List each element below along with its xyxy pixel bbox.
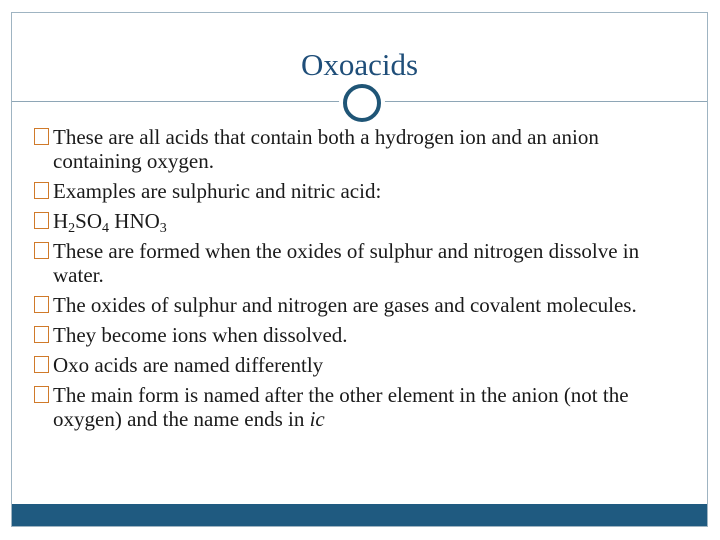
slide-title: Oxoacids	[300, 47, 419, 82]
formula-subscript: 3	[159, 221, 167, 236]
formula-part: H	[53, 209, 69, 233]
bullet-list	[34, 125, 684, 437]
square-bullet-icon	[34, 242, 49, 259]
bullet-item-formulas	[34, 209, 684, 236]
bullet-item	[34, 239, 684, 287]
square-bullet-icon	[34, 356, 49, 373]
bullet-text: They become ions when dissolved.	[53, 323, 348, 347]
square-bullet-icon	[34, 326, 49, 343]
bullet-item	[34, 323, 684, 347]
formula-part: HNO	[109, 209, 160, 233]
bullet-item	[34, 383, 684, 431]
bullet-text: These are formed when the oxides of sulphur and nitrogen dissolve in water.	[53, 239, 640, 287]
formula-subscript: 4	[102, 221, 110, 236]
circle-ornament-icon	[343, 84, 381, 122]
bullet-item	[34, 179, 684, 203]
bullet-item	[34, 353, 684, 377]
bullet-item	[34, 125, 684, 173]
footer-bar	[12, 504, 707, 526]
bullet-text: Oxo acids are named differently	[53, 353, 324, 377]
bullet-text: The oxides of sulphur and nitrogen are gases and covalent molecules.	[53, 293, 637, 317]
square-bullet-icon	[34, 386, 49, 403]
formula-subscript: 2	[68, 221, 76, 236]
formula-part: SO	[75, 209, 103, 233]
bullet-item	[34, 293, 684, 317]
square-bullet-icon	[34, 212, 49, 229]
square-bullet-icon	[34, 128, 49, 145]
bullet-text: These are all acids that contain both a hydrogen ion and an anion containing oxygen.	[53, 125, 599, 173]
formula-hno3	[109, 209, 167, 236]
bullet-text-italic: ic	[309, 407, 325, 431]
square-bullet-icon	[34, 296, 49, 313]
bullet-text: Examples are sulphuric and nitric acid:	[53, 179, 382, 203]
slide	[11, 12, 708, 527]
bullet-text: The main form is named after the other element in the anion (not the oxygen) and the name ends in	[53, 383, 629, 431]
square-bullet-icon	[34, 182, 49, 199]
formula-h2so4	[53, 209, 110, 236]
